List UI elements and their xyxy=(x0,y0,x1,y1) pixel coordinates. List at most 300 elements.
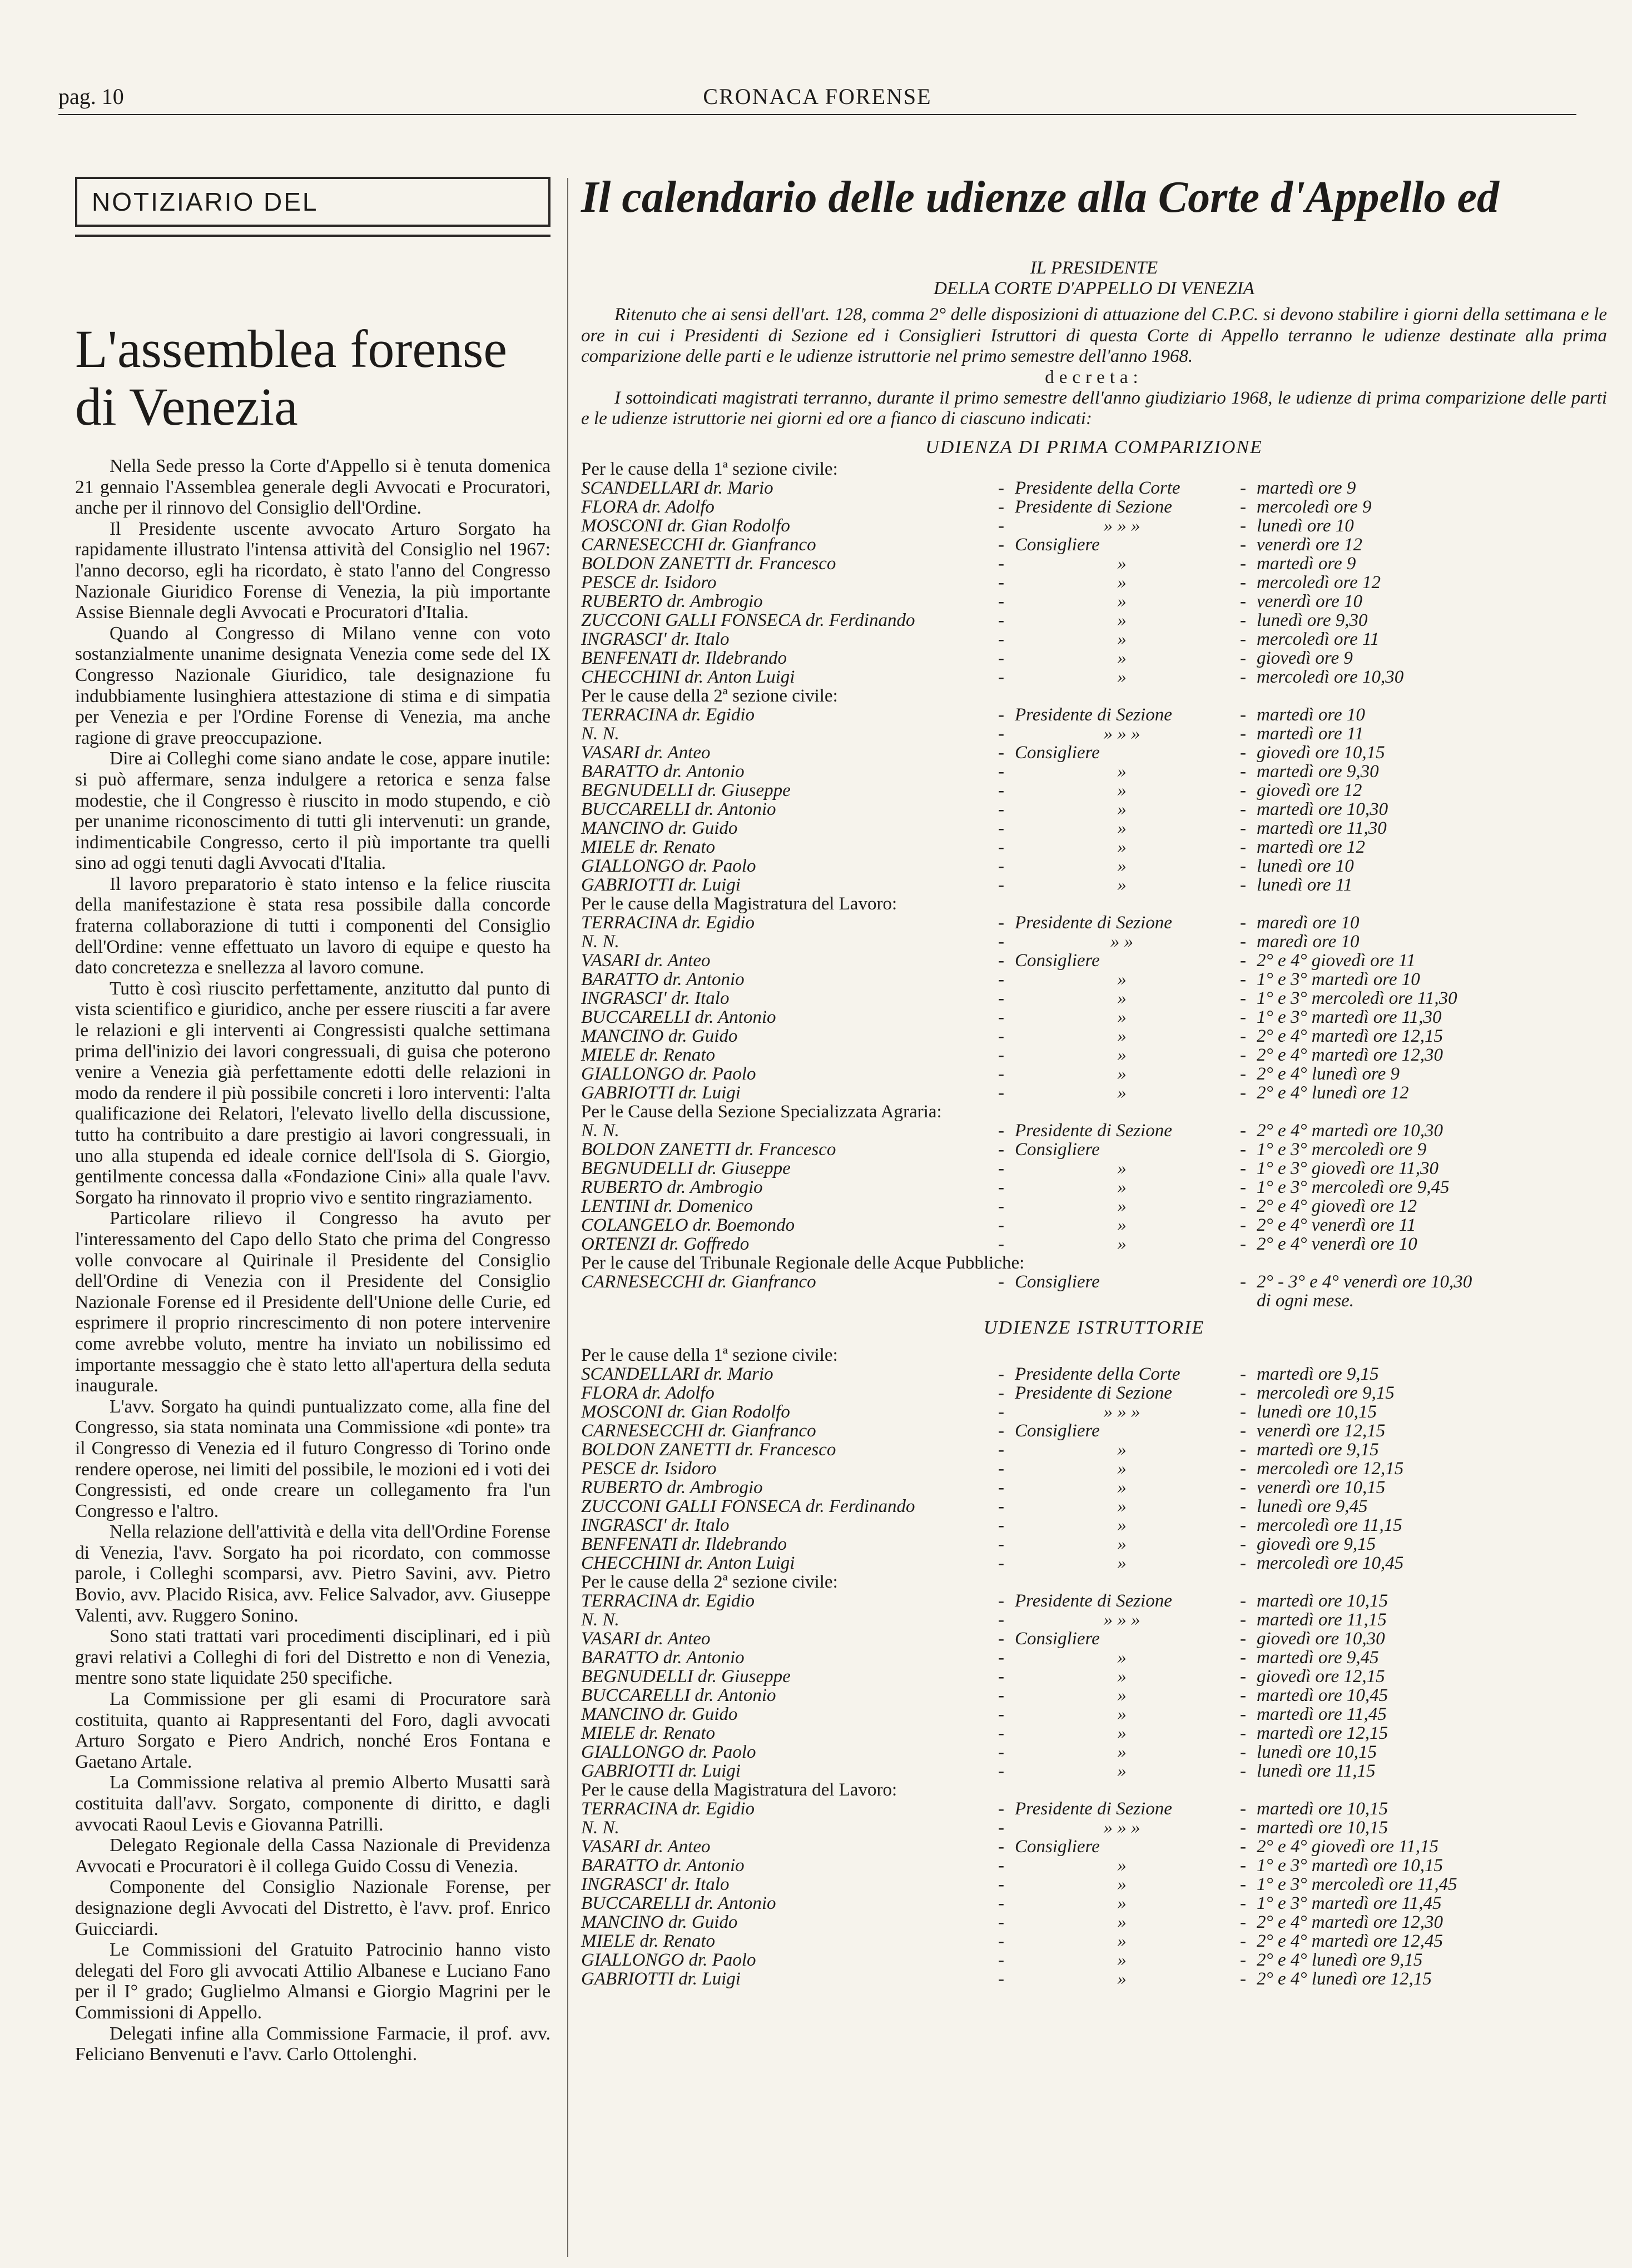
schedule-row xyxy=(581,1724,1607,1743)
page-header xyxy=(58,83,1576,114)
president-heading-line: IL PRESIDENTE xyxy=(1030,258,1158,278)
magistrate-name: RUBERTO dr. Ambrogio xyxy=(581,591,763,611)
dash-separator: - xyxy=(998,856,1004,876)
hearing-time: 2° e 4° venerdì ore 11 xyxy=(1257,1215,1416,1235)
schedule-row xyxy=(581,838,1607,857)
dash-separator: - xyxy=(1240,988,1246,1008)
dash-separator: - xyxy=(998,1045,1004,1065)
schedule-row xyxy=(581,1178,1607,1197)
rubric-label: NOTIZIARIO DEL xyxy=(92,187,319,216)
magistrate-name: PESCE dr. Isidoro xyxy=(581,572,717,593)
dash-separator: - xyxy=(1240,912,1246,933)
magistrate-name: N. N. xyxy=(581,1120,619,1141)
dash-separator: - xyxy=(998,1534,1004,1554)
schedule-note: di ogni mese. xyxy=(1257,1290,1355,1311)
dash-separator: - xyxy=(1240,1120,1246,1141)
dash-separator: - xyxy=(998,1628,1004,1649)
schedule-row xyxy=(581,1459,1607,1478)
article-paragraph: L'avv. Sorgato ha quindi puntualizzato come, alla fine del Congresso, sia stata nominata una Commissione «di ponte» tra il Congresso di Venezia ed il futuro Congresso di Torino onde rendere operose, nei limiti del possibile, le mozioni ed i voti dei Congressisti, ed onde creare un collegamento fra l'un Congresso e l'altro. xyxy=(75,1396,550,1521)
dash-separator: - xyxy=(998,1401,1004,1422)
hearing-time: martedì ore 10,45 xyxy=(1257,1685,1388,1705)
dash-separator: - xyxy=(1240,1382,1246,1403)
magistrate-role: Consigliere xyxy=(1015,534,1100,555)
magistrate-role: Consigliere xyxy=(1015,1271,1100,1292)
section-title-prima-comparizione: UDIENZA DI PRIMA COMPARIZIONE xyxy=(925,436,1263,457)
magistrate-role: » xyxy=(1117,780,1127,800)
dash-separator: - xyxy=(1240,856,1246,876)
dash-separator: - xyxy=(998,478,1004,498)
magistrate-name: COLANGELO dr. Boemondo xyxy=(581,1215,795,1235)
magistrate-name: SCANDELLARI dr. Mario xyxy=(581,478,773,498)
dash-separator: - xyxy=(998,742,1004,763)
hearing-time: lunedì ore 11,15 xyxy=(1257,1760,1376,1781)
dash-separator: - xyxy=(998,572,1004,593)
magistrate-role: » xyxy=(1117,572,1127,593)
magistrate-role: » xyxy=(1117,1723,1127,1743)
dash-separator: - xyxy=(1240,1855,1246,1876)
magistrate-role: » xyxy=(1117,1007,1127,1027)
schedule-row xyxy=(581,1440,1607,1459)
dash-separator: - xyxy=(998,837,1004,857)
magistrate-name: BENFENATI dr. Ildebrando xyxy=(581,648,787,668)
dash-separator: - xyxy=(998,1364,1004,1384)
magistrate-name: TERRACINA dr. Egidio xyxy=(581,704,755,725)
dash-separator: - xyxy=(1240,648,1246,668)
schedule-row xyxy=(581,1384,1607,1402)
schedule-row xyxy=(581,1667,1607,1686)
magistrate-role: » xyxy=(1117,969,1127,989)
magistrate-name: MANCINO dr. Guido xyxy=(581,1704,738,1724)
headline-line: L'assemblea forense xyxy=(75,319,507,379)
hearing-time: martedì ore 11,45 xyxy=(1257,1704,1387,1724)
schedule-row xyxy=(581,800,1607,819)
article-paragraph: Delegati infine alla Commissione Farmacie, il prof. avv. Feliciano Benvenuti e l'avv. Carlo Ottolenghi. xyxy=(75,2023,550,2065)
article-body xyxy=(75,456,550,2065)
hearing-time: lunedì ore 11 xyxy=(1257,874,1353,895)
schedule-row xyxy=(581,516,1607,535)
dash-separator: - xyxy=(1240,1609,1246,1630)
schedule-row xyxy=(581,1516,1607,1535)
article-paragraph: Tutto è così riuscito perfettamente, anzitutto dal punto di vista scientifico e giuridico, anche per essere riusciti a far avere le relazioni e gli interventi ai Congressisti qualche settimana prima dell'inizio dei lavori congressuali, di guisa che poterono venire a Venezia già perfettamente edotti delle relazioni in modo da rendere il più possibile concreti i loro interventi: l'alta qualificazione dei Relatori, l'elevato livello della discussione, tutto ha contribuito a dare prestigio ai lavori congressuali, in uno alla stupenda ed ideale cornice dell'Isola di S. Giorgio, gentilmente concessa dalla «Fondazione Cini» alla quale l'avv. Sorgato ha rinnovato il proprio vivo e sentito ringraziamento. xyxy=(75,978,550,1208)
magistrate-role: » xyxy=(1117,1912,1127,1932)
magistrate-name: BARATTO dr. Antonio xyxy=(581,1647,745,1668)
dash-separator: - xyxy=(998,534,1004,555)
magistrate-role: » xyxy=(1117,1515,1127,1535)
dash-separator: - xyxy=(1240,1628,1246,1649)
dash-separator: - xyxy=(1240,1534,1246,1554)
dash-separator: - xyxy=(1240,723,1246,744)
magistrate-name: INGRASCI' dr. Italo xyxy=(581,1515,730,1535)
dash-separator: - xyxy=(1240,610,1246,630)
article-paragraph: La Commissione relativa al premio Alberto Musatti sarà costituita dall'avv. Sorgato, componente di diritto, e dagli avvocati Raoul Levis e Giovanna Patrilli. xyxy=(75,1772,550,1835)
hearing-time: 1° e 3° mercoledì ore 11,30 xyxy=(1257,988,1457,1008)
magistrate-role: » xyxy=(1117,1742,1127,1762)
hearing-time: martedì ore 9,15 xyxy=(1257,1439,1379,1460)
dash-separator: - xyxy=(998,1742,1004,1762)
hearing-time: 2° e 4° martedì ore 10,30 xyxy=(1257,1120,1443,1141)
dash-separator: - xyxy=(1240,1364,1246,1384)
dash-separator: - xyxy=(1240,1082,1246,1103)
article-paragraph: Nella Sede presso la Corte d'Appello si è tenuta domenica 21 gennaio l'Assemblea generale degli Avvocati e Procuratori, anche per il rinnovo del Consiglio dell'Ordine. xyxy=(75,456,550,519)
magistrate-name: N. N. xyxy=(581,931,619,952)
dash-separator: - xyxy=(1240,1458,1246,1479)
hearing-time: lunedì ore 9,30 xyxy=(1257,610,1368,630)
magistrate-name: SCANDELLARI dr. Mario xyxy=(581,1364,773,1384)
magistrate-name: CARNESECCHI dr. Gianfranco xyxy=(581,534,816,555)
magistrate-name: INGRASCI' dr. Italo xyxy=(581,1874,730,1894)
hearing-time: lunedì ore 10 xyxy=(1257,515,1354,536)
dash-separator: - xyxy=(998,1458,1004,1479)
schedule-row xyxy=(581,1837,1607,1856)
hearing-time: martedì ore 9 xyxy=(1257,478,1356,498)
magistrate-role: » xyxy=(1117,1082,1127,1103)
calendar-title: Il calendario delle udienze alla Corte d'Appello ed xyxy=(581,173,1500,222)
magistrate-role: Presidente di Sezione xyxy=(1015,1590,1172,1611)
dash-separator: - xyxy=(1240,1271,1246,1292)
group-title: Per le cause della 2ª sezione civile: xyxy=(581,685,838,706)
magistrate-name: CHECCHINI dr. Anton Luigi xyxy=(581,667,795,687)
hearing-time: 1° e 3° martedì ore 10,15 xyxy=(1257,1855,1443,1876)
dash-separator: - xyxy=(998,704,1004,725)
article-paragraph: Componente del Consiglio Nazionale Forense, per designazione degli Avvocati del Distretto, è l'avv. prof. Enrico Guicciardi. xyxy=(75,1877,550,1939)
hearing-time: 1° e 3° mercoledì ore 11,45 xyxy=(1257,1874,1457,1894)
schedule-row xyxy=(581,1818,1607,1837)
magistrate-name: MOSCONI dr. Gian Rodolfo xyxy=(581,515,790,536)
magistrate-role: » xyxy=(1117,1158,1127,1178)
hearing-time: martedì ore 9,15 xyxy=(1257,1364,1379,1384)
magistrate-name: BEGNUDELLI dr. Giuseppe xyxy=(581,1158,791,1178)
group-title: Per le cause della Magistratura del Lavoro: xyxy=(581,1779,897,1800)
decreta-label: decreta: xyxy=(1045,367,1143,387)
hearing-time: 1° e 3° giovedì ore 11,30 xyxy=(1257,1158,1438,1178)
schedule-rows xyxy=(581,1121,1607,1254)
page-number: pag. 10 xyxy=(58,84,124,109)
article-paragraph: Il lavoro preparatorio è stato intenso e la felice riuscita della manifestazione è stata resa possibile dalla concorde fraterna collaborazione di tutti i componenti del Consiglio dell'Ordine: venne effettuato un lavoro di equipe e questo ha dato concretezza e snellezza al lavoro comune. xyxy=(75,873,550,978)
dash-separator: - xyxy=(1240,837,1246,857)
dash-separator: - xyxy=(1240,931,1246,952)
schedule-row xyxy=(581,1856,1607,1875)
schedule-row xyxy=(581,705,1607,724)
schedule-row xyxy=(581,724,1607,743)
group-title: Per le Cause della Sezione Specializzata Agraria: xyxy=(581,1101,942,1122)
dash-separator: - xyxy=(998,1382,1004,1403)
magistrate-role: » xyxy=(1117,1026,1127,1046)
magistrate-role: » xyxy=(1117,818,1127,838)
hearing-time: mercoledì ore 9 xyxy=(1257,496,1372,517)
schedule-row xyxy=(581,951,1607,970)
hearing-time: 1° e 3° mercoledì ore 9 xyxy=(1257,1139,1427,1160)
magistrate-role: » xyxy=(1117,1949,1127,1970)
right-column xyxy=(581,172,1607,1988)
magistrate-name: BEGNUDELLI dr. Giuseppe xyxy=(581,1666,791,1687)
dash-separator: - xyxy=(998,1215,1004,1235)
dash-separator: - xyxy=(998,1760,1004,1781)
magistrate-name: FLORA dr. Adolfo xyxy=(581,1382,715,1403)
schedule-row xyxy=(581,1686,1607,1705)
article-paragraph: Sono stati trattati vari procedimenti disciplinari, ed i più gravi relativi a Colleghi di fori del Distretto e non di Venezia, mentre sono state liquidate 250 specifiche. xyxy=(75,1626,550,1689)
hearing-time: martedì ore 11,30 xyxy=(1257,818,1387,838)
hearing-time: mercoledì ore 12 xyxy=(1257,572,1381,593)
hearing-time: maredì ore 10 xyxy=(1257,912,1360,933)
dash-separator: - xyxy=(1240,818,1246,838)
hearing-time: giovedì ore 12 xyxy=(1257,780,1362,800)
hearing-time: 2° e 4° martedì ore 12,45 xyxy=(1257,1931,1443,1951)
schedule-row xyxy=(581,970,1607,989)
dash-separator: - xyxy=(1240,1045,1246,1065)
dash-separator: - xyxy=(1240,780,1246,800)
schedule-row xyxy=(581,592,1607,611)
schedule-row xyxy=(581,668,1607,687)
dash-separator: - xyxy=(1240,1590,1246,1611)
hearing-time: giovedì ore 10,30 xyxy=(1257,1628,1385,1649)
schedule-row xyxy=(581,1648,1607,1667)
dash-separator: - xyxy=(998,1968,1004,1989)
dash-separator: - xyxy=(998,1139,1004,1160)
dash-separator: - xyxy=(1240,572,1246,593)
dash-separator: - xyxy=(1240,950,1246,971)
schedule-rows xyxy=(581,1591,1607,1780)
magistrate-role: » xyxy=(1117,667,1127,687)
dash-separator: - xyxy=(998,629,1004,649)
magistrate-role: » xyxy=(1117,1215,1127,1235)
dash-separator: - xyxy=(998,1931,1004,1951)
hearing-time: 1° e 3° martedì ore 11,30 xyxy=(1257,1007,1442,1027)
dash-separator: - xyxy=(998,553,1004,574)
hearing-time: lunedì ore 10,15 xyxy=(1257,1742,1377,1762)
magistrate-role: » » » xyxy=(1103,1401,1140,1422)
schedule-row xyxy=(581,649,1607,668)
magistrate-name: BARATTO dr. Antonio xyxy=(581,1855,745,1876)
dash-separator: - xyxy=(1240,553,1246,574)
magistrate-role: Consigliere xyxy=(1015,1420,1100,1441)
magistrate-name: FLORA dr. Adolfo xyxy=(581,496,715,517)
dash-separator: - xyxy=(998,1798,1004,1819)
magistrate-name: N. N. xyxy=(581,1817,619,1838)
magistrate-role: Presidente della Corte xyxy=(1015,1364,1180,1384)
magistrate-name: VASARI dr. Anteo xyxy=(581,1628,711,1649)
schedule-rows xyxy=(581,1799,1607,1988)
magistrate-role: » xyxy=(1117,648,1127,668)
hearing-time: venerdì ore 12 xyxy=(1257,534,1362,555)
magistrate-name: MANCINO dr. Guido xyxy=(581,818,738,838)
preamble: Ritenuto che ai sensi dell'art. 128, comma 2° delle disposizioni di attuazione del C.P.C. si devono stabilire i giorni della settimana e le ore in cui i Presidenti di Sezione ed i Consiglieri Istruttori di questa Corte di Appello terranno le udienze destinate alla prima comparizione delle parti e le udienze istruttorie nel primo semestre dell'anno 1968. xyxy=(581,305,1607,366)
magistrate-role: » xyxy=(1117,856,1127,876)
magistrate-role: » xyxy=(1117,1968,1127,1989)
dash-separator: - xyxy=(1240,591,1246,611)
schedule-row xyxy=(581,573,1607,592)
magistrate-name: VASARI dr. Anteo xyxy=(581,950,711,971)
schedule-row xyxy=(581,1610,1607,1629)
schedule-row xyxy=(581,1008,1607,1027)
dash-separator: - xyxy=(1240,1836,1246,1857)
dash-separator: - xyxy=(1240,1234,1246,1254)
dash-separator: - xyxy=(998,950,1004,971)
hearing-time: mercoledì ore 10,45 xyxy=(1257,1553,1404,1573)
magistrate-role: » xyxy=(1117,1063,1127,1084)
hearing-time: 1° e 3° martedì ore 10 xyxy=(1257,969,1420,989)
schedule-row xyxy=(581,1046,1607,1065)
hearing-time: lunedì ore 10,15 xyxy=(1257,1401,1377,1422)
article-paragraph: Nella relazione dell'attività e della vita dell'Ordine Forense di Venezia, l'avv. Sorgato ha poi ricordato, con commosse parole, i Colleghi scomparsi, avv. Pietro Savini, avv. Pietro Bovio, avv. Placido Risica, avv. Felice Salvador, avv. Giuseppe Valenti, avv. Ruggero Sonino. xyxy=(75,1521,550,1626)
dash-separator: - xyxy=(1240,1817,1246,1838)
magistrate-name: BENFENATI dr. Ildebrando xyxy=(581,1534,787,1554)
article-headline xyxy=(75,320,550,436)
dash-separator: - xyxy=(1240,534,1246,555)
hearing-time: 2° e 4° lunedì ore 12 xyxy=(1257,1082,1409,1103)
hearing-time: martedì ore 10,15 xyxy=(1257,1590,1388,1611)
magistrate-role: » xyxy=(1117,1874,1127,1894)
hearing-time: 2° e 4° giovedì ore 11,15 xyxy=(1257,1836,1438,1857)
hearing-time: maredì ore 10 xyxy=(1257,931,1360,952)
dash-separator: - xyxy=(1240,1439,1246,1460)
magistrate-role: Consigliere xyxy=(1015,742,1100,763)
hearing-time: martedì ore 11 xyxy=(1257,723,1364,744)
hearing-time: 1° e 3° martedì ore 11,45 xyxy=(1257,1893,1442,1913)
hearing-time: mercoledì ore 11,15 xyxy=(1257,1515,1402,1535)
schedule-row xyxy=(581,1159,1607,1178)
schedule-row xyxy=(581,1197,1607,1216)
schedule-row xyxy=(581,1402,1607,1421)
magistrate-name: TERRACINA dr. Egidio xyxy=(581,1590,755,1611)
schedule-rows xyxy=(581,1365,1607,1573)
magistrate-name: GABRIOTTI dr. Luigi xyxy=(581,874,741,895)
schedule-row xyxy=(581,1027,1607,1046)
magistrate-role: Presidente di Sezione xyxy=(1015,1382,1172,1403)
dash-separator: - xyxy=(1240,1477,1246,1498)
dash-separator: - xyxy=(1240,1007,1246,1027)
hearing-time: martedì ore 10,15 xyxy=(1257,1817,1388,1838)
dash-separator: - xyxy=(998,931,1004,952)
magistrate-role: » xyxy=(1117,837,1127,857)
dash-separator: - xyxy=(1240,1553,1246,1573)
magistrate-role: » » xyxy=(1110,931,1134,952)
schedule-rows xyxy=(581,913,1607,1102)
dash-separator: - xyxy=(998,1158,1004,1178)
dash-separator: - xyxy=(1240,1158,1246,1178)
hearing-time: martedì ore 12 xyxy=(1257,837,1365,857)
hearing-time: venerdì ore 12,15 xyxy=(1257,1420,1386,1441)
dash-separator: - xyxy=(1240,874,1246,895)
schedule-note-row xyxy=(581,1291,1607,1310)
magistrate-name: CARNESECCHI dr. Gianfranco xyxy=(581,1271,816,1292)
magistrate-name: MIELE dr. Renato xyxy=(581,1931,716,1951)
dash-separator: - xyxy=(1240,1420,1246,1441)
dash-separator: - xyxy=(998,1949,1004,1970)
schedule-row xyxy=(581,743,1607,762)
dash-separator: - xyxy=(1240,515,1246,536)
magistrate-name: BEGNUDELLI dr. Giuseppe xyxy=(581,780,791,800)
dash-separator: - xyxy=(1240,1196,1246,1216)
hearing-time: 2° e 4° martedì ore 12,15 xyxy=(1257,1026,1443,1046)
schedule-rows xyxy=(581,479,1607,687)
dash-separator: - xyxy=(998,874,1004,895)
schedule-row xyxy=(581,781,1607,800)
magistrate-role: » xyxy=(1117,1234,1127,1254)
magistrate-role: Consigliere xyxy=(1015,1628,1100,1649)
journal-title: CRONACA FORENSE xyxy=(703,84,932,109)
section-title-istruttorie: UDIENZE ISTRUTTORIE xyxy=(983,1317,1205,1338)
schedule-row xyxy=(581,1065,1607,1083)
schedule-row xyxy=(581,989,1607,1008)
magistrate-role: » xyxy=(1117,1704,1127,1724)
dash-separator: - xyxy=(1240,478,1246,498)
magistrate-role: Presidente di Sezione xyxy=(1015,1798,1172,1819)
schedule-row xyxy=(581,498,1607,516)
dash-separator: - xyxy=(998,1007,1004,1027)
dash-separator: - xyxy=(1240,1874,1246,1894)
dash-separator: - xyxy=(998,610,1004,630)
left-column xyxy=(75,177,550,2065)
dash-separator: - xyxy=(998,1082,1004,1103)
hearing-time: 2° - 3° e 4° venerdì ore 10,30 xyxy=(1257,1271,1472,1292)
dash-separator: - xyxy=(998,1496,1004,1516)
hearing-time: mercoledì ore 11 xyxy=(1257,629,1380,649)
article-paragraph: La Commissione per gli esami di Procuratore sarà costituita, quanto ai Rappresentanti del Foro, dagli avvocati Arturo Sorgato e Piero Andrich, nonché Eros Fontana e Gaetano Artale. xyxy=(75,1689,550,1772)
magistrate-name: ORTENZI dr. Goffredo xyxy=(581,1234,750,1254)
hearing-time: lunedì ore 9,45 xyxy=(1257,1496,1368,1516)
magistrate-name: MIELE dr. Renato xyxy=(581,837,716,857)
magistrate-role: » xyxy=(1117,1458,1127,1479)
schedule-rows xyxy=(581,1272,1607,1291)
hearing-time: martedì ore 12,15 xyxy=(1257,1723,1388,1743)
dash-separator: - xyxy=(998,591,1004,611)
dash-separator: - xyxy=(998,761,1004,782)
dash-separator: - xyxy=(1240,1496,1246,1516)
hearing-time: martedì ore 9,30 xyxy=(1257,761,1379,782)
magistrate-role: » xyxy=(1117,629,1127,649)
dash-separator: - xyxy=(1240,1063,1246,1084)
dash-separator: - xyxy=(1240,704,1246,725)
magistrate-role: Presidente di Sezione xyxy=(1015,496,1172,517)
schedule-row xyxy=(581,1951,1607,1969)
dash-separator: - xyxy=(1240,1177,1246,1197)
dash-separator: - xyxy=(1240,1685,1246,1705)
article-paragraph: Il Presidente uscente avvocato Arturo Sorgato ha rapidamente illustrato l'intensa attività del Consiglio nel 1967: l'anno decorso, egli ha ricordato, è stato l'anno del Congresso Nazionale Giuridico Forense di Venezia, la più importante Assise Biennale degli Avvocati e Procuratori d'Italia. xyxy=(75,518,550,623)
magistrate-role: Presidente della Corte xyxy=(1015,478,1180,498)
headline-line: di Venezia xyxy=(75,377,298,436)
dash-separator: - xyxy=(998,1666,1004,1687)
hearing-time: martedì ore 10,15 xyxy=(1257,1798,1388,1819)
magistrate-role: Presidente di Sezione xyxy=(1015,912,1172,933)
magistrate-role: » xyxy=(1117,1439,1127,1460)
magistrate-role: » xyxy=(1117,799,1127,819)
dash-separator: - xyxy=(998,1817,1004,1838)
magistrate-role: » » » xyxy=(1103,1817,1140,1838)
dash-separator: - xyxy=(998,1120,1004,1141)
article-paragraph: Dire ai Colleghi come siano andate le cose, appare inutile: si può affermare, senza indulgere a retorica e senza false modestie, che il Congresso è riuscito in modo stupendo, e ciò per unanime riconoscimento di tutti gli intervenuti: un grande, indimenticabile Congresso, certo il più importante tra quelli sino ad oggi tenuti dagli Avvocati d'Italia. xyxy=(75,748,550,874)
hearing-time: 2° e 4° lunedì ore 9,15 xyxy=(1257,1949,1423,1970)
schedule-row xyxy=(581,932,1607,951)
dash-separator: - xyxy=(998,1912,1004,1932)
magistrate-name: TERRACINA dr. Egidio xyxy=(581,1798,755,1819)
dash-separator: - xyxy=(998,799,1004,819)
schedule-row xyxy=(581,1705,1607,1724)
schedule-row xyxy=(581,1629,1607,1648)
dash-separator: - xyxy=(1240,1647,1246,1668)
dash-separator: - xyxy=(998,723,1004,744)
dash-separator: - xyxy=(998,1723,1004,1743)
column-divider xyxy=(567,178,568,2257)
hearing-time: martedì ore 9 xyxy=(1257,553,1356,574)
schedule-row xyxy=(581,611,1607,630)
magistrate-role: » xyxy=(1117,1177,1127,1197)
magistrate-name: RUBERTO dr. Ambrogio xyxy=(581,1477,763,1498)
magistrate-name: MIELE dr. Renato xyxy=(581,1723,716,1743)
magistrate-name: BARATTO dr. Antonio xyxy=(581,761,745,782)
magistrate-role: » xyxy=(1117,1685,1127,1705)
magistrate-role: » xyxy=(1117,874,1127,895)
schedule-rows xyxy=(581,705,1607,894)
